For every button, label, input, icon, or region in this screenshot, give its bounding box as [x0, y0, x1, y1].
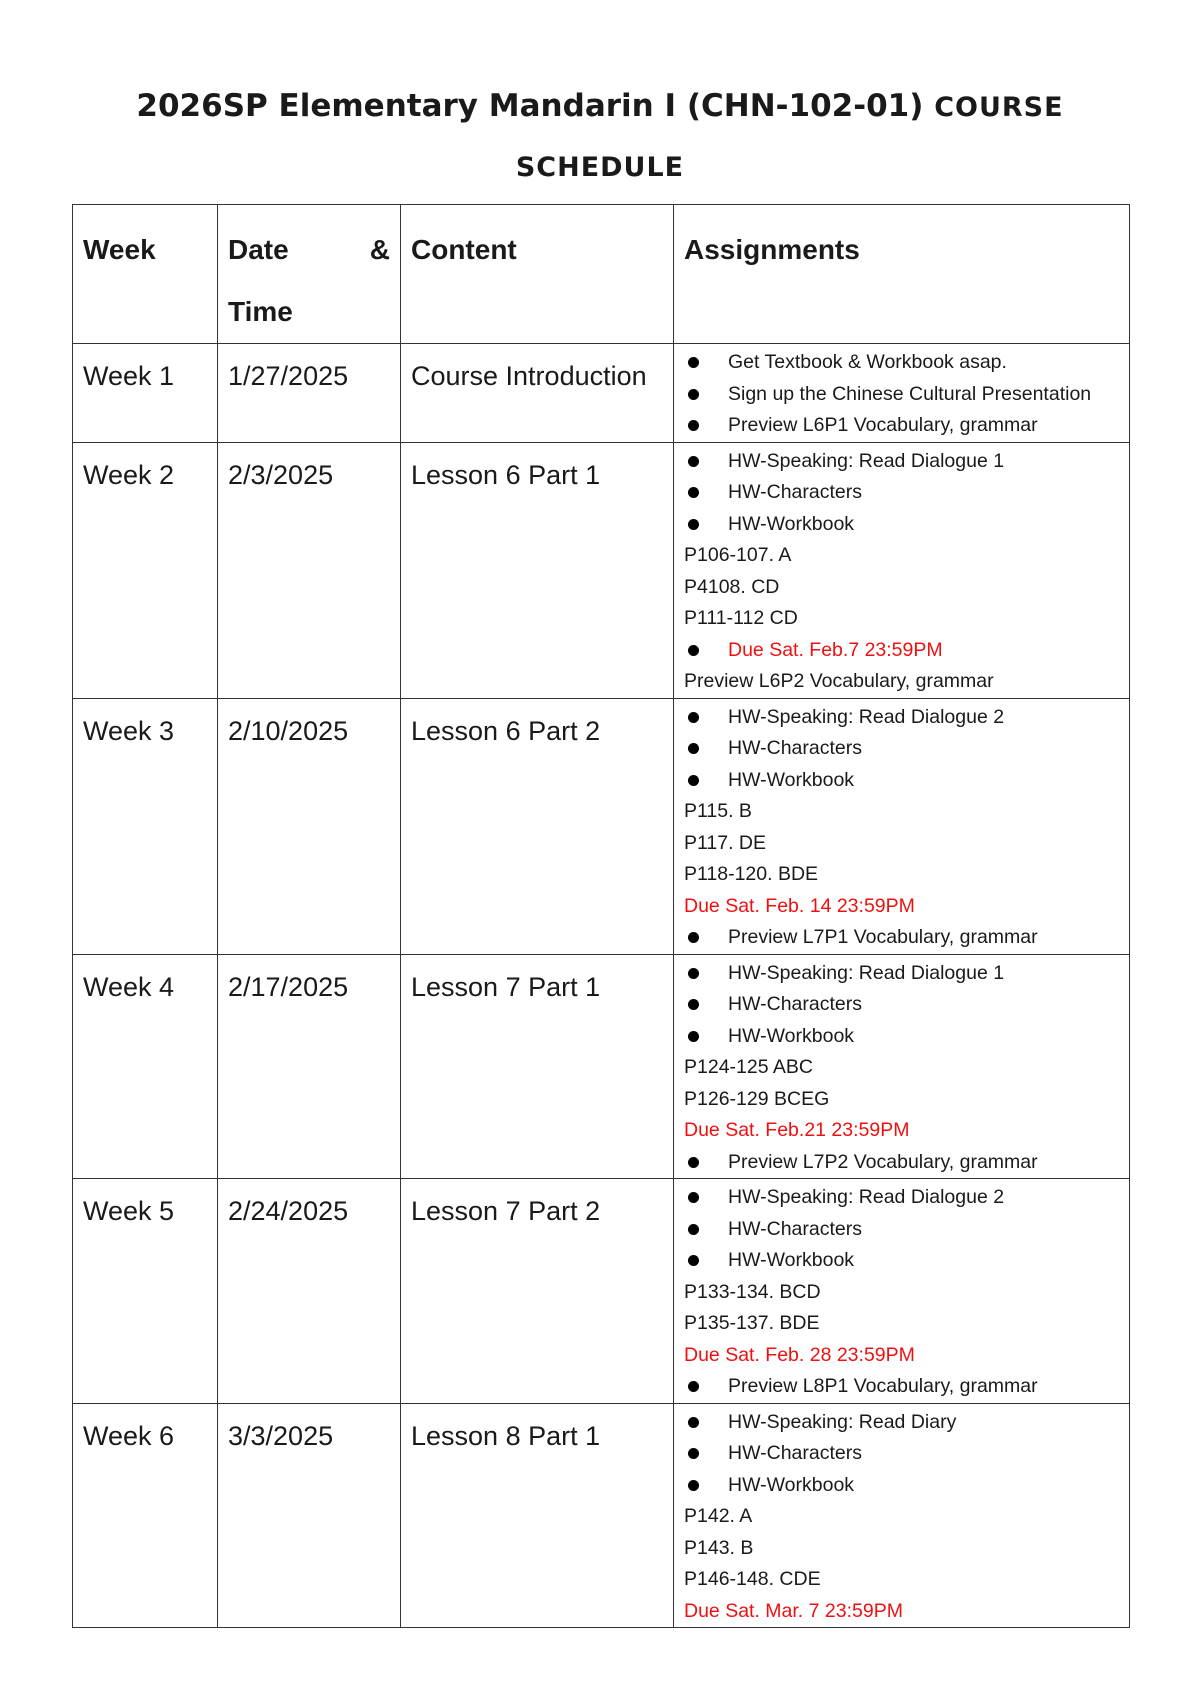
- title-tail: COURSE: [934, 92, 1064, 123]
- assignment-item: P117. DE: [684, 831, 767, 854]
- date-label: 2/10/2025: [228, 715, 349, 746]
- week-label-cell: [73, 954, 218, 1179]
- table-row: [73, 1403, 1130, 1628]
- week-label-cell: [73, 344, 218, 443]
- assignment-item: P111-112 CD: [684, 607, 798, 629]
- header-week: [73, 205, 218, 344]
- content-label-cell: [401, 442, 674, 698]
- content-label: Lesson 6 Part 2: [411, 715, 601, 746]
- assignment-item: HW-Speaking: Read Dialogue 2: [684, 1182, 1129, 1214]
- table-row: [73, 1179, 1130, 1404]
- assignment-item: P118-120. BDE: [684, 863, 819, 885]
- assignment-item: P142. A: [684, 1505, 753, 1527]
- due-date-item: Due Sat. Feb.7 23:59PM: [684, 635, 1129, 667]
- assignments-cell: [674, 344, 1130, 443]
- header-date-amp: &: [369, 234, 390, 265]
- assignment-list: [674, 344, 1129, 442]
- assignment-item: P135-137. BDE: [684, 1312, 820, 1334]
- assignment-item: Sign up the Chinese Cultural Presentation: [684, 379, 1129, 411]
- table-row: [73, 442, 1130, 698]
- title-main: 2026SP Elementary Mandarin I (CHN-102-01): [136, 88, 924, 124]
- due-date-item: Due Sat. Mar. 7 23:59PM: [684, 1599, 903, 1622]
- table-row: [73, 954, 1130, 1179]
- assignment-item: HW-Speaking: Read Dialogue 2: [684, 702, 1129, 734]
- week-label: Week 5: [83, 1196, 175, 1226]
- week-label-cell: [73, 1179, 218, 1404]
- assignment-item: P4108. CD: [684, 575, 780, 598]
- date-label: 1/27/2025: [228, 361, 349, 391]
- date-label: 2/24/2025: [228, 1196, 349, 1226]
- week-label-cell: [73, 442, 218, 698]
- assignment-item: HW-Speaking: Read Dialogue 1: [684, 446, 1129, 478]
- assignment-item: HW-Workbook: [684, 1470, 1129, 1502]
- header-assignments-label: Assignments: [684, 234, 860, 265]
- assignment-item: Preview L7P1 Vocabulary, grammar: [684, 922, 1129, 954]
- header-week-label: Week: [83, 234, 156, 265]
- assignment-item: P106-107. A: [684, 544, 792, 566]
- date-label: 2/3/2025: [228, 459, 334, 490]
- page-title-line2: SCHEDULE: [515, 152, 685, 183]
- assignment-item: P115. B: [684, 800, 752, 822]
- week-label-cell: [73, 1403, 218, 1628]
- week-label: Week 6: [83, 1420, 175, 1451]
- assignment-item: HW-Workbook: [684, 509, 1129, 541]
- week-label: Week 4: [83, 971, 175, 1002]
- assignment-item: HW-Workbook: [684, 1245, 1129, 1277]
- content-label-cell: [401, 344, 674, 443]
- assignment-item: HW-Characters: [684, 1214, 1129, 1246]
- date-label-cell: [218, 698, 401, 954]
- week-label: Week 1: [83, 361, 175, 391]
- assignment-list: [674, 1179, 1129, 1403]
- assignment-list: [674, 955, 1129, 1179]
- header-content-label: Content: [411, 234, 517, 265]
- header-content: [401, 205, 674, 344]
- week-label: Week 3: [83, 715, 175, 746]
- content-label: Lesson 7 Part 2: [411, 1196, 601, 1226]
- header-date: [218, 205, 401, 344]
- assignment-list: [674, 1404, 1129, 1628]
- assignments-cell: [674, 442, 1130, 698]
- header-assignments: [674, 205, 1130, 344]
- assignment-item: HW-Characters: [684, 733, 1129, 765]
- assignment-item: HW-Workbook: [684, 765, 1129, 797]
- header-time-label: Time: [228, 296, 293, 327]
- page-title: [0, 88, 1200, 124]
- date-label-cell: [218, 1179, 401, 1404]
- content-label-cell: [401, 1179, 674, 1404]
- assignment-item: Preview L6P1 Vocabulary, grammar: [684, 410, 1129, 442]
- assignment-item: HW-Speaking: Read Diary: [684, 1407, 1129, 1439]
- assignment-item: P133-134. BCD: [684, 1280, 821, 1303]
- week-label: Week 2: [83, 459, 175, 490]
- assignment-item: Preview L8P1 Vocabulary, grammar: [684, 1371, 1129, 1403]
- content-label-cell: [401, 1403, 674, 1628]
- content-label: Course Introduction: [411, 361, 647, 391]
- assignment-item: Preview L7P2 Vocabulary, grammar: [684, 1147, 1129, 1179]
- due-date-item: Due Sat. Feb.21 23:59PM: [684, 1119, 910, 1141]
- assignment-item: P126-129 BCEG: [684, 1087, 830, 1110]
- assignment-item: HW-Characters: [684, 477, 1129, 509]
- assignment-item: HW-Speaking: Read Dialogue 1: [684, 958, 1129, 990]
- schedule-table: [72, 204, 1130, 1628]
- date-label: 2/17/2025: [228, 971, 349, 1002]
- assignments-cell: [674, 1403, 1130, 1628]
- date-label-cell: [218, 442, 401, 698]
- assignment-item: Preview L6P2 Vocabulary, grammar: [684, 670, 994, 692]
- content-label-cell: [401, 954, 674, 1179]
- assignment-item: HW-Characters: [684, 989, 1129, 1021]
- due-date-item: Due Sat. Feb. 28 23:59PM: [684, 1343, 915, 1366]
- week-label-cell: [73, 698, 218, 954]
- content-label-cell: [401, 698, 674, 954]
- assignment-item: P146-148. CDE: [684, 1568, 821, 1590]
- date-label-cell: [218, 1403, 401, 1628]
- content-label: Lesson 8 Part 1: [411, 1420, 601, 1451]
- content-label: Lesson 6 Part 1: [411, 459, 601, 490]
- due-date-item: Due Sat. Feb. 14 23:59PM: [684, 894, 915, 917]
- table-row: [73, 698, 1130, 954]
- assignment-list: [674, 699, 1129, 954]
- assignment-item: Get Textbook & Workbook asap.: [684, 347, 1129, 379]
- assignment-list: [674, 443, 1129, 698]
- assignment-item: P143. B: [684, 1536, 754, 1559]
- header-date-label: Date: [228, 234, 289, 265]
- assignments-cell: [674, 954, 1130, 1179]
- assignment-item: HW-Workbook: [684, 1021, 1129, 1053]
- assignment-item: P124-125 ABC: [684, 1056, 814, 1078]
- content-label: Lesson 7 Part 1: [411, 971, 601, 1002]
- assignments-cell: [674, 1179, 1130, 1404]
- assignments-cell: [674, 698, 1130, 954]
- date-label-cell: [218, 344, 401, 443]
- table-row: [73, 344, 1130, 443]
- date-label: 3/3/2025: [228, 1420, 334, 1451]
- header-row: [73, 205, 1130, 344]
- date-label-cell: [218, 954, 401, 1179]
- assignment-item: HW-Characters: [684, 1438, 1129, 1470]
